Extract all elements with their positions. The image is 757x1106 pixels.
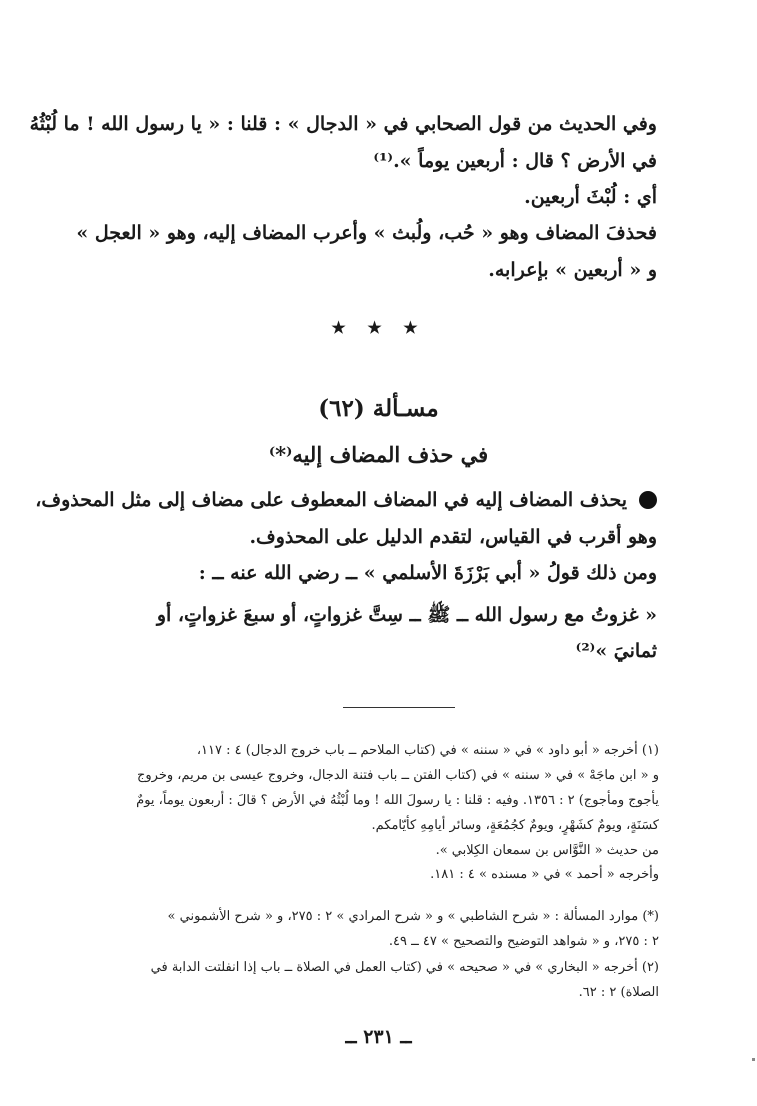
top-paragraph-line-3: أي : لُبْثَ أربعين. bbox=[524, 186, 657, 208]
top-paragraph-line-4: فحذفَ المضاف وهو « حُب، ولُبث » وأعرب المضاف إليه، وهو « العجل » bbox=[76, 222, 657, 244]
footnote-1-line-2: و « ابن ماجَهْ » في « سننه » في (كتاب الفتن ــ باب فتنة الدجال، وخروج عيسى بن مريم، وخروج bbox=[137, 768, 659, 783]
footnote-1-line-3: يأجوج ومأجوج) ٢ : ١٣٥٦. وفيه : قلنا : يا رسولَ الله ! وما لُبْثُهُ في الأرض ؟ قالَ : أربعون يوماً، يومٌ bbox=[136, 793, 659, 808]
top-paragraph-line-5: و « أربعين » بإعرابه. bbox=[488, 259, 657, 281]
section-subtitle: في حذف المضاف إليه⁽*⁾ bbox=[268, 442, 489, 467]
body-line-3: ومن ذلك قولُ « أبي بَرْزَةَ الأسلمي » ــ رضي الله عنه ــ : bbox=[198, 562, 657, 584]
top-paragraph-line-1: وفي الحديث من قول الصحابي في « الدجال » : قلنا : « يا رسول الله ! ما لُبْثُهُ bbox=[29, 113, 657, 135]
top-paragraph-line-2: في الأرض ؟ قال : أربعين يوماً ».⁽¹⁾ bbox=[373, 150, 657, 172]
footnote-1-line-5: من حديث « النَّوَّاس بن سمعان الكِلابي ». bbox=[435, 843, 659, 858]
footnote-1-line-6: وأخرجه « أحمد » في « مسنده » ٤ : ١٨١. bbox=[430, 867, 659, 882]
section-separator-stars: ★ ★ ★ bbox=[331, 318, 426, 337]
section-title: مسـألة (٦٢) bbox=[318, 395, 439, 422]
footnote-2-line-1: (٢) أخرجه « البخاري » في « صحيحه » في (كتاب العمل في الصلاة ــ باب إذا انفلتت الدابة في bbox=[150, 960, 659, 975]
body-line-4: « غزوتُ مع رسول الله ــ ﷺ ــ سِتَّ غزواتٍ، أو سبعَ غزواتٍ، أو bbox=[156, 604, 657, 626]
page-number: ــ ٢٣١ ــ bbox=[345, 1026, 412, 1048]
footnote-star-line-2: ٢ : ٢٧٥، و « شواهد التوضيح والتصحيح » ٤٧ ــ ٤٩. bbox=[388, 934, 659, 949]
footnote-2-line-2: الصلاة) ٢ : ٦٢. bbox=[578, 985, 659, 1000]
footnote-1-line-4: كسَنَةٍ، ويومٌ كشَهْرٍ، ويومٌ كجُمُعَةٍ، وسائر أيامِهِ كأيّامكم. bbox=[371, 818, 659, 833]
footnote-divider bbox=[343, 707, 455, 708]
body-line-2: وهو أقرب في القياس، لتقدم الدليل على المحذوف. bbox=[249, 526, 657, 548]
body-line-5: ثمانيَ »⁽²⁾ bbox=[575, 640, 657, 662]
scan-speck bbox=[752, 1058, 755, 1061]
body-line-1: يحذف المضاف إليه في المضاف المعطوف على مضاف إلى مثل المحذوف، bbox=[35, 489, 627, 511]
bullet-dot-icon bbox=[639, 491, 657, 509]
footnote-star-line-1: (*) موارد المسألة : « شرح الشاطبي » و « شرح المرادي » ٢ : ٢٧٥، و « شرح الأشموني » bbox=[167, 909, 659, 924]
footnote-1-line-1: (١) أخرجه « أبو داود » في « سننه » في (كتاب الملاحم ــ باب خروج الدجال) ٤ : ١١٧، bbox=[196, 743, 659, 758]
